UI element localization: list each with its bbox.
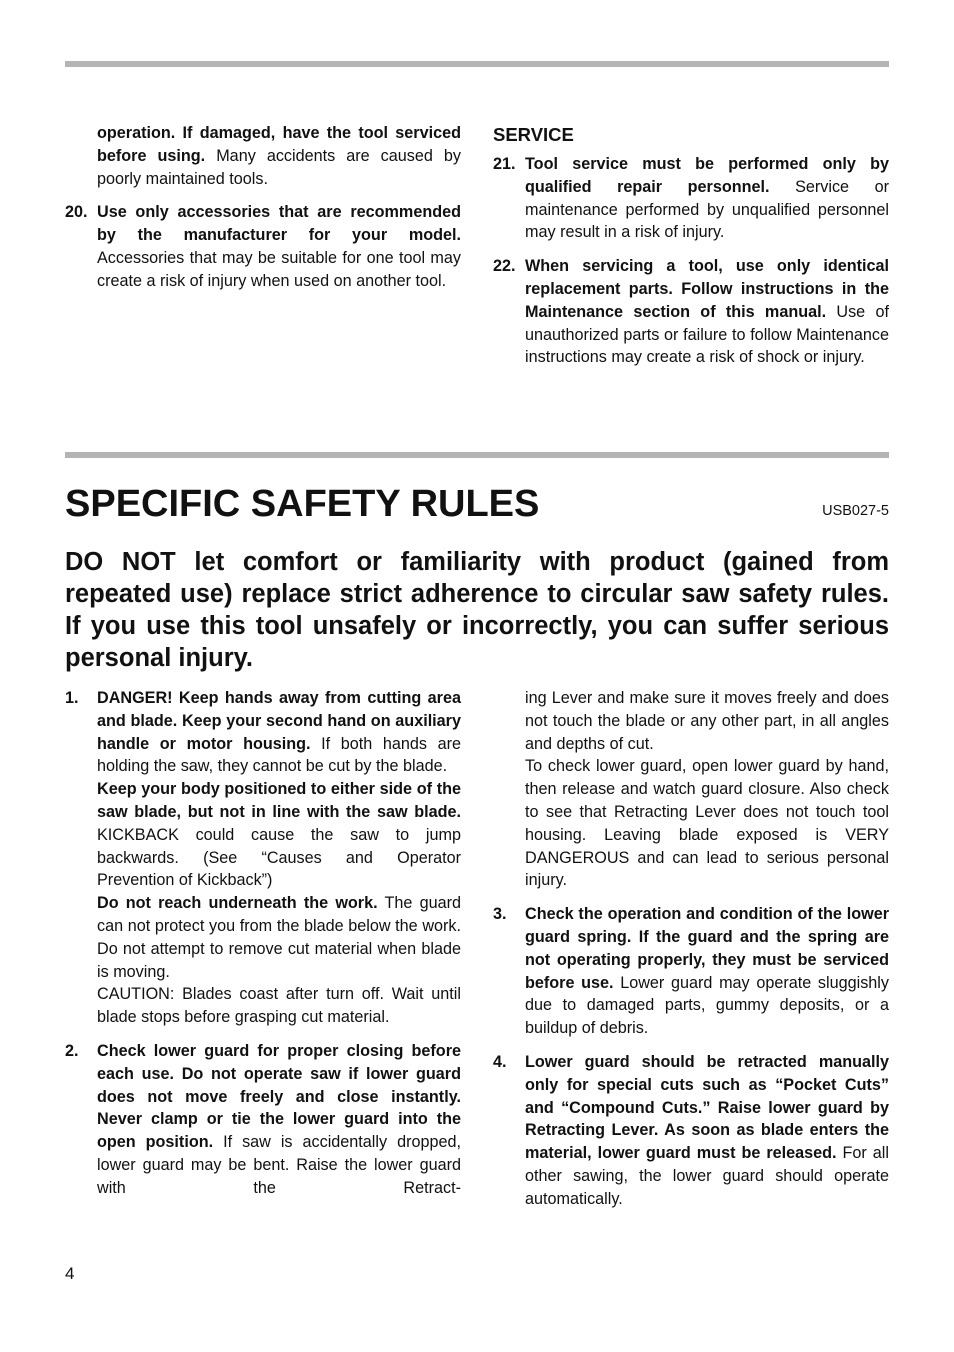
item-text: If saw is accidentally dropped, lower guard may be bent. Raise the lower guard with the Retract- (97, 1133, 461, 1197)
item-bold: Do not reach underneath the work. (97, 894, 378, 913)
item-number: 3. (493, 905, 507, 924)
list-item-22 (493, 255, 889, 369)
list-item-3 (493, 903, 889, 1040)
service-heading: SERVICE (493, 124, 574, 145)
item-19-text: Many accidents are caused by poorly maintained tools. (97, 146, 461, 188)
item-body (525, 255, 889, 369)
section-rule (65, 452, 889, 458)
item-text: Lower guard may operate sluggishly due to damaged parts, gummy deposits, or a buildup of debris. (525, 973, 889, 1038)
item-text: Service or maintenance performed by unqualified personnel may result in a risk of injury. (525, 177, 889, 242)
item-body (525, 903, 889, 1040)
item-number: 22. (493, 257, 516, 276)
rules-right-column (493, 687, 889, 1222)
item-text: If both hands are holding the saw, they cannot be cut by the blade. (97, 734, 461, 776)
item-number: 21. (493, 155, 516, 173)
page-number: 4 (65, 1264, 75, 1283)
item-text: Accessories that may be suitable for one tool may create a risk of injury when used on another tool. (97, 248, 461, 290)
service-column (493, 123, 889, 380)
item-bold: Use only accessories that are recommended by the manufacturer for your model. (97, 203, 461, 245)
list-item-2 (65, 1040, 461, 1200)
caution-paragraph: CAUTION: Blades coast after turn off. Wait until blade stops before grasping cut material. (97, 985, 461, 1027)
item-number: 1. (65, 689, 79, 707)
item-paragraph (97, 778, 461, 892)
item-bold: Lower guard should be retracted manually only for special cuts such as “Pocket Cuts” and “Compound Cuts.” Raise lower guard by Retracting Lever. As soon as blade enters the material, lower guard must be released. (525, 1052, 889, 1163)
item-paragraph (97, 687, 461, 778)
top-left-column (65, 122, 461, 304)
top-rule (65, 61, 889, 67)
item-text: Use of unauthorized parts or failure to follow Maintenance instructions may create a risk of shock or injury. (525, 302, 889, 367)
item-number: 20. (65, 203, 88, 222)
item-bold: When servicing a tool, use only identical replacement parts. Follow instructions in the Maintenance section of this manual. (525, 257, 889, 321)
item-number: 4. (493, 1052, 507, 1071)
item-bold: Check the operation and condition of the lower guard spring. If the guard and the spring are not operating properly, they must be serviced before use. (525, 905, 889, 992)
item-body (97, 1040, 461, 1200)
list-item-1 (65, 687, 461, 1029)
item-number: 2. (65, 1041, 79, 1060)
item-19-bold: operation. If damaged, have the tool serviced before using. (97, 124, 461, 165)
item-paragraph: ing Lever and make sure it moves freely and does not touch the blade or any other part, in all angles and depths of cut. (525, 689, 889, 753)
rules-left-column (65, 687, 461, 1211)
item-body (525, 1051, 889, 1211)
item-bold: Keep your body positioned to either side of the saw blade, but not in line with the saw blade. (97, 780, 461, 821)
item-19-continuation (65, 122, 461, 190)
list-item-20 (65, 201, 461, 292)
list-item-21 (493, 153, 889, 244)
list-item-4 (493, 1051, 889, 1211)
item-body (525, 153, 889, 244)
item-bold: Check lower guard for proper closing before each use. Do not operate saw if lower guard does not move freely and close instantly. Never clamp or tie the lower guard into the open position. (97, 1041, 461, 1152)
item-body (97, 687, 461, 1029)
item-bold: Tool service must be performed only by qualified repair personnel. (525, 155, 889, 196)
item-paragraph (97, 892, 461, 983)
item-paragraph: To check lower guard, open lower guard by hand, then release and watch guard closure. Also check to see that Retracting Lever does not touch tool housing. Leaving blade exposed is VERY DANGEROUS and can lead to serious personal injury. (525, 757, 889, 890)
item-text: The guard can not protect you from the blade below the work. Do not attempt to remove cut material when blade is moving. (97, 894, 461, 981)
item-text: KICKBACK could cause the saw to jump backwards. (See “Causes and Operator Prevention of Kickback”) (97, 825, 461, 890)
lead-warning: DO NOT let comfort or familiarity with product (gained from repeated use) replace strict adherence to circular saw safety rules. If you use this tool unsafely or incorrectly, you can suffer serious personal injury. (65, 548, 889, 672)
item-text: For all other sawing, the lower guard should operate automatically. (525, 1144, 890, 1208)
item-body (97, 201, 461, 292)
item-2-continuation (493, 687, 889, 892)
section-title: SPECIFIC SAFETY RULES (65, 483, 540, 525)
document-code: USB027-5 (822, 503, 889, 519)
item-bold: DANGER! Keep hands away from cutting area and blade. Keep your second hand on auxiliary handle or motor housing. (97, 689, 461, 753)
